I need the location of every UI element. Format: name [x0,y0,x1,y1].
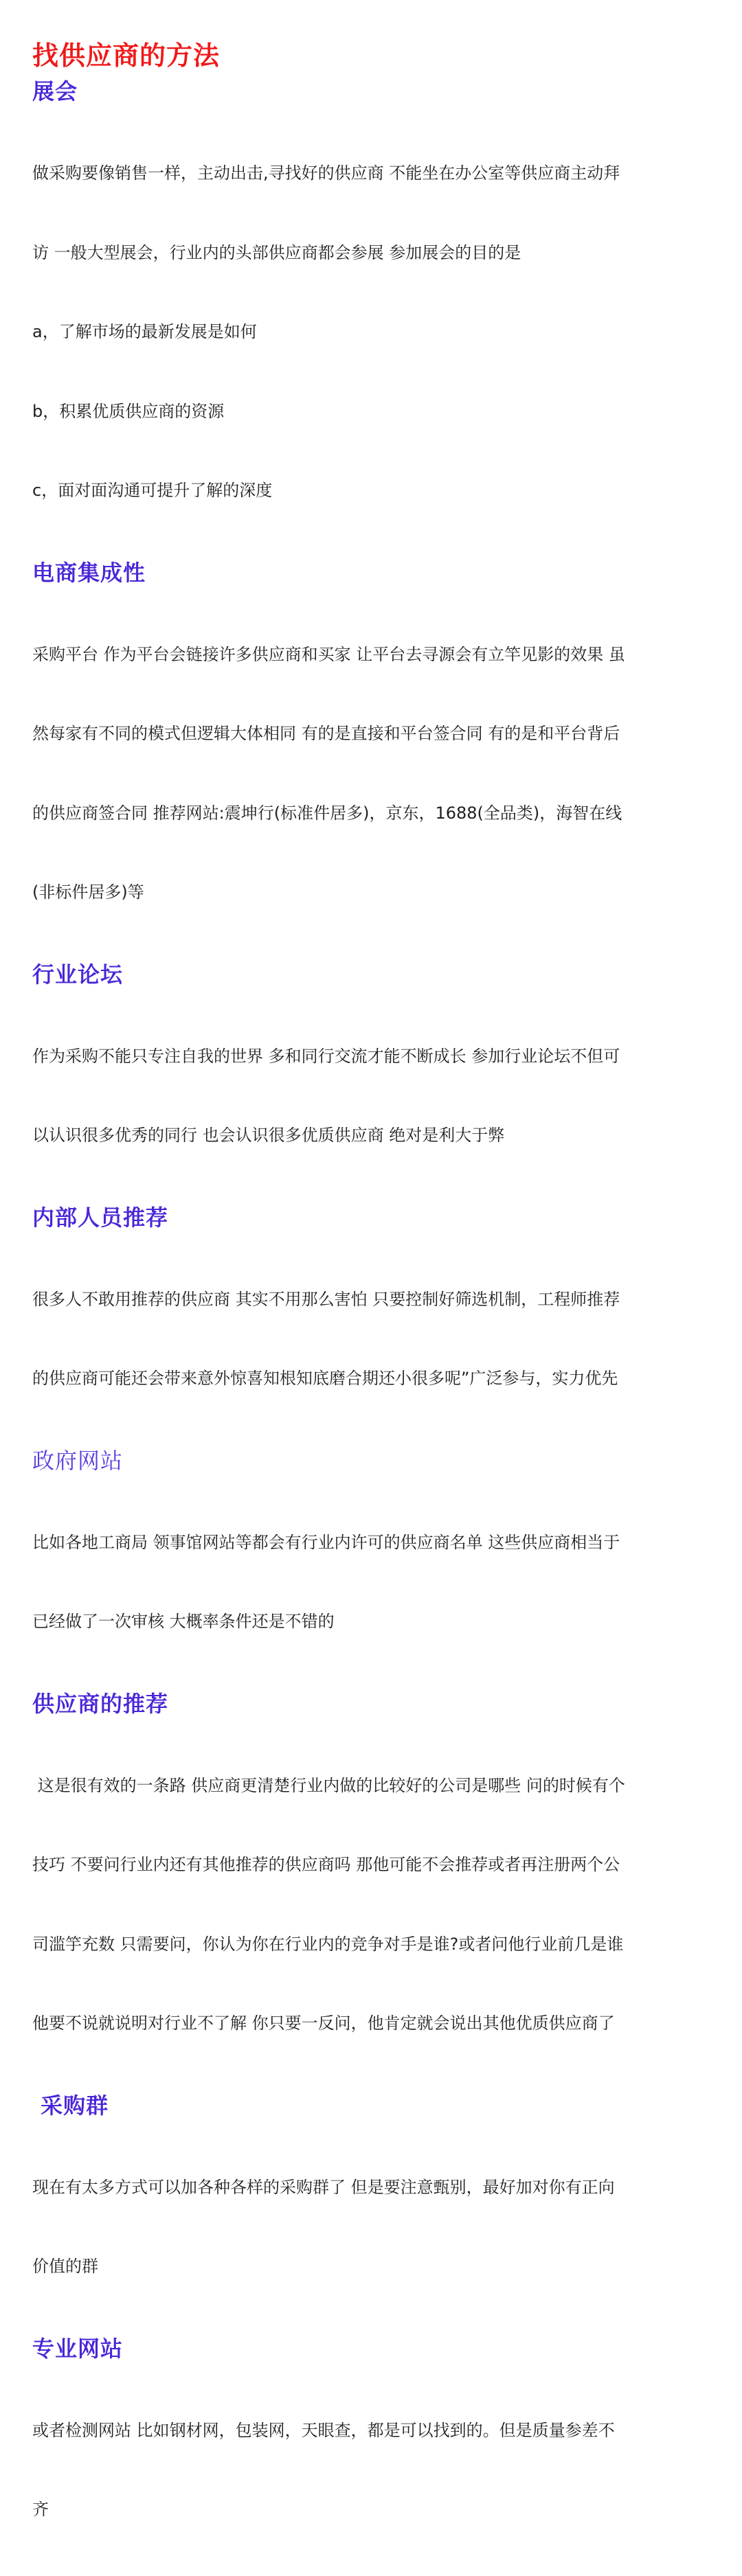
section-heading: 专业网站 [32,2335,124,2362]
text-line: 访 一般大型展会，行业内的头部供应商都会参展 参加展会的目的是 [32,242,521,262]
section-heading: 行业论坛 [32,961,124,988]
section-body [32,1477,712,1688]
text-line: 这是很有效的一条路 供应商更清楚行业内做的比较好的公司是哪些 问的时候有个 [32,1775,625,1795]
section-body [32,990,712,1202]
section-heading: 展会 [32,78,78,104]
text-line: 作为采购不能只专注自我的世界 多和同行交流才能不断成长 参加行业论坛不但可 [32,1046,620,1066]
section-heading: 内部人员推荐 [32,1204,169,1231]
text-line: 采购平台 作为平台会链接许多供应商和买家 让平台去寻源会有立竿见影的效果 虽 [32,644,625,664]
text-line: 以认识很多优秀的同行 也会认识很多优质供应商 绝对是利大于弊 [32,1126,505,1145]
text-line: c，面对面沟通可提升了解的深度 [32,481,273,500]
text-line: (非标件居多)等 [32,882,144,902]
section-purchasing-group [32,2090,712,2333]
text-line: 比如各地工商局 领事馆网站等都会有行业内许可的供应商名单 这些供应商相当于 [32,1532,620,1552]
section-body [32,107,712,557]
text-line: 价值的群 [32,2257,98,2276]
section-heading: 电商集成性 [32,559,146,586]
section-body [32,1720,712,2090]
section-supplier-referral [32,1688,712,2090]
section-ecommerce [32,557,712,959]
section-body [32,589,712,959]
section-professional-website [32,2333,712,2576]
text-line: 的供应商可能还会带来意外惊喜知根知底磨合期还小很多呢”广泛参与，实力优先 [32,1369,618,1388]
text-line: 做采购要像销售一样，主动出击,寻找好的供应商 不能坐在办公室等供应商主动拜 [32,163,620,183]
text-line: 现在有太多方式可以加各种各样的采购群了 但是要注意甄别，最好加对你有正向 [32,2177,615,2197]
text-line: 他要不说就说明对行业不了解 你只要一反问，他肯定就会说出其他优质供应商了 [32,2014,615,2033]
section-industry-forum [32,959,712,1202]
text-line: b，积累优质供应商的资源 [32,401,225,421]
text-line: 然每家有不同的模式但逻辑大体相同 有的是直接和平台签合同 有的是和平台背后 [32,724,620,743]
text-line: 很多人不敢用推荐的供应商 其实不用那么害怕 只要控制好筛选机制，工程师推荐 [32,1289,620,1309]
text-line: 司滥竽充数 只需要问，你认为你在行业内的竞争对手是谁?或者问他行业前几是谁 [32,1934,624,1954]
section-government-website [32,1445,712,1688]
section-internal-referral [32,1202,712,1445]
document-page [32,38,712,2576]
section-body [32,2121,712,2333]
section-body [32,2364,712,2576]
text-line: 技巧 不要问行业内还有其他推荐的供应商吗 那他可能不会推荐或者再注册两个公 [32,1855,620,1874]
section-exhibition [32,76,712,557]
text-line: a，了解市场的最新发展是如何 [32,322,257,341]
section-heading: 供应商的推荐 [32,1690,169,1717]
text-line: 的供应商签合同 推荐网站:震坤行(标准件居多)，京东，1688(全品类)，海智在线 [32,803,622,823]
text-line: 齐 [32,2500,49,2519]
section-heading: 采购群 [32,2092,109,2119]
text-line: 或者检测网站 比如钢材网，包装网，天眼查，都是可以找到的。但是质量参差不 [32,2420,615,2440]
section-heading: 政府网站 [32,1447,124,1474]
text-line: 已经做了一次审核 大概率条件还是不错的 [32,1612,335,1631]
section-body [32,1233,712,1445]
page-title: 找供应商的方法 [32,41,221,71]
